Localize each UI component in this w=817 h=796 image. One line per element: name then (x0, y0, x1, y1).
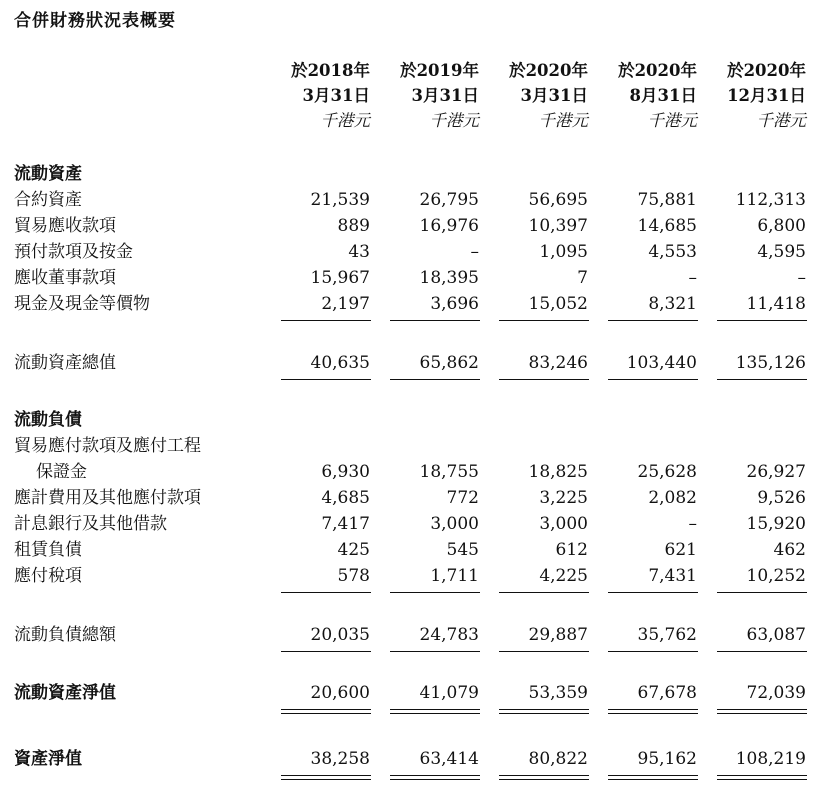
row-value: 24,783 (419, 625, 479, 645)
row-value: 15,052 (528, 294, 588, 314)
row-value: 10,252 (746, 566, 806, 586)
row-value: 9,526 (757, 488, 806, 508)
underline (608, 592, 698, 593)
underline (390, 320, 480, 321)
row-value: 4,225 (539, 566, 588, 586)
row-value: 4,685 (321, 488, 370, 508)
table-row (0, 266, 817, 290)
section-header-row (0, 162, 817, 186)
row-label: 應付稅項 (14, 566, 82, 586)
double-underline (499, 775, 589, 780)
row-value: 7 (577, 268, 588, 288)
table-row (0, 564, 817, 588)
underline (717, 379, 807, 380)
row-value: 18,395 (419, 268, 479, 288)
page-title: 合併財務狀況表概要 (14, 11, 176, 31)
underline (281, 592, 371, 593)
row-value: 621 (664, 540, 697, 560)
column-header (369, 58, 479, 133)
row-label: 資產淨值 (14, 749, 82, 769)
column-header-line2: 3月31日 (411, 86, 479, 105)
double-underline (717, 775, 807, 780)
underline (499, 320, 589, 321)
underline (717, 320, 807, 321)
row-value: 3,696 (430, 294, 479, 314)
underline (608, 379, 698, 380)
underline (608, 320, 698, 321)
table-row (0, 292, 817, 316)
row-value: 65,862 (419, 353, 479, 373)
column-header (696, 58, 806, 133)
underline (717, 592, 807, 593)
section-header-row (0, 408, 817, 432)
row-value: 11,418 (746, 294, 806, 314)
row-value: 7,431 (648, 566, 697, 586)
row-value: 14,685 (637, 216, 697, 236)
column-header-line2: 3月31日 (302, 86, 370, 105)
table-row (0, 214, 817, 238)
double-underline (608, 709, 698, 714)
column-header-line1: 於2020年 (618, 61, 697, 80)
column-header (260, 58, 370, 133)
underline (281, 320, 371, 321)
column-header-unit: 千港元 (756, 111, 806, 130)
row-value: 63,414 (419, 749, 479, 769)
column-header-line1: 於2019年 (400, 61, 479, 80)
underline (499, 592, 589, 593)
underline (281, 651, 371, 652)
row-value: 545 (446, 540, 479, 560)
row-value: 20,600 (310, 683, 370, 703)
row-value: 72,039 (746, 683, 806, 703)
row-value: 26,927 (746, 462, 806, 482)
total-row (0, 681, 817, 705)
column-header-line2: 3月31日 (520, 86, 588, 105)
row-value: 20,035 (310, 625, 370, 645)
row-value: 3,000 (430, 514, 479, 534)
row-value: 75,881 (637, 190, 697, 210)
row-value: 612 (555, 540, 588, 560)
row-value: 38,258 (310, 749, 370, 769)
double-underline (608, 775, 698, 780)
row-value: 67,678 (637, 683, 697, 703)
row-value: 4,595 (757, 242, 806, 262)
row-value: 21,539 (310, 190, 370, 210)
row-label: 應收董事款項 (14, 268, 116, 288)
row-value: 29,887 (528, 625, 588, 645)
table-row (0, 434, 817, 458)
underline (281, 379, 371, 380)
column-header-unit: 千港元 (647, 111, 697, 130)
underline (390, 379, 480, 380)
row-label: 現金及現金等價物 (14, 294, 150, 314)
row-value: 889 (337, 216, 370, 236)
section-header: 流動負債 (14, 410, 82, 430)
row-value: 7,417 (321, 514, 370, 534)
row-value: 462 (773, 540, 806, 560)
row-value: – (470, 242, 479, 262)
row-value: 10,397 (528, 216, 588, 236)
row-value: 2,197 (321, 294, 370, 314)
column-header (478, 58, 588, 133)
row-value: 16,976 (419, 216, 479, 236)
row-value: 80,822 (528, 749, 588, 769)
row-value: 56,695 (528, 190, 588, 210)
row-value: 25,628 (637, 462, 697, 482)
row-value: 578 (337, 566, 370, 586)
column-header-line1: 於2018年 (291, 61, 370, 80)
row-value: 18,825 (528, 462, 588, 482)
column-header-line2: 8月31日 (629, 86, 697, 105)
row-label: 應計費用及其他應付款項 (14, 488, 201, 508)
total-row (0, 747, 817, 771)
row-value: 772 (446, 488, 479, 508)
row-value: 8,321 (648, 294, 697, 314)
table-row (0, 486, 817, 510)
row-value: – (688, 514, 697, 534)
underline (717, 651, 807, 652)
row-value: 6,930 (321, 462, 370, 482)
double-underline (499, 709, 589, 714)
row-value: 15,967 (310, 268, 370, 288)
row-value: 103,440 (626, 353, 697, 373)
row-value: 41,079 (419, 683, 479, 703)
row-value: 1,711 (430, 566, 479, 586)
table-row (0, 512, 817, 536)
row-value: 95,162 (637, 749, 697, 769)
row-label: 預付款項及按金 (14, 242, 133, 262)
row-label: 貿易應收款項 (14, 216, 116, 236)
double-underline (281, 709, 371, 714)
table-row (0, 460, 817, 484)
double-underline (390, 775, 480, 780)
column-header (587, 58, 697, 133)
row-value: 26,795 (419, 190, 479, 210)
row-label: 流動資產總值 (14, 353, 116, 373)
column-header-line1: 於2020年 (509, 61, 588, 80)
row-value: – (688, 268, 697, 288)
underline (499, 379, 589, 380)
row-label: 計息銀行及其他借款 (14, 514, 167, 534)
row-label: 流動資產淨值 (14, 683, 116, 703)
section-header: 流動資產 (14, 164, 82, 184)
row-value: 83,246 (528, 353, 588, 373)
row-value: 35,762 (637, 625, 697, 645)
row-value: 18,755 (419, 462, 479, 482)
table-row (0, 240, 817, 264)
underline (608, 651, 698, 652)
row-label: 租賃負債 (14, 540, 82, 560)
row-value: 4,553 (648, 242, 697, 262)
row-value: 43 (348, 242, 370, 262)
row-value: 53,359 (528, 683, 588, 703)
underline (499, 651, 589, 652)
column-header-unit: 千港元 (538, 111, 588, 130)
row-label: 流動負債總額 (14, 625, 116, 645)
double-underline (281, 775, 371, 780)
column-header-unit: 千港元 (429, 111, 479, 130)
row-value: 112,313 (735, 190, 806, 210)
row-value: 15,920 (746, 514, 806, 534)
column-header-unit: 千港元 (320, 111, 370, 130)
row-value: – (797, 268, 806, 288)
row-label: 保證金 (36, 462, 87, 482)
row-label: 合約資產 (14, 190, 82, 210)
column-header-line1: 於2020年 (727, 61, 806, 80)
row-value: 40,635 (310, 353, 370, 373)
underline (390, 592, 480, 593)
total-row (0, 351, 817, 375)
column-header-line2: 12月31日 (727, 86, 806, 105)
row-value: 6,800 (757, 216, 806, 236)
underline (390, 651, 480, 652)
row-value: 3,000 (539, 514, 588, 534)
row-value: 2,082 (648, 488, 697, 508)
row-value: 425 (337, 540, 370, 560)
row-value: 108,219 (735, 749, 806, 769)
row-value: 135,126 (735, 353, 806, 373)
double-underline (390, 709, 480, 714)
row-value: 3,225 (539, 488, 588, 508)
table-row (0, 188, 817, 212)
double-underline (717, 709, 807, 714)
row-value: 1,095 (539, 242, 588, 262)
row-label: 貿易應付款項及應付工程 (14, 436, 201, 456)
row-value: 63,087 (746, 625, 806, 645)
total-row (0, 623, 817, 647)
table-row (0, 538, 817, 562)
